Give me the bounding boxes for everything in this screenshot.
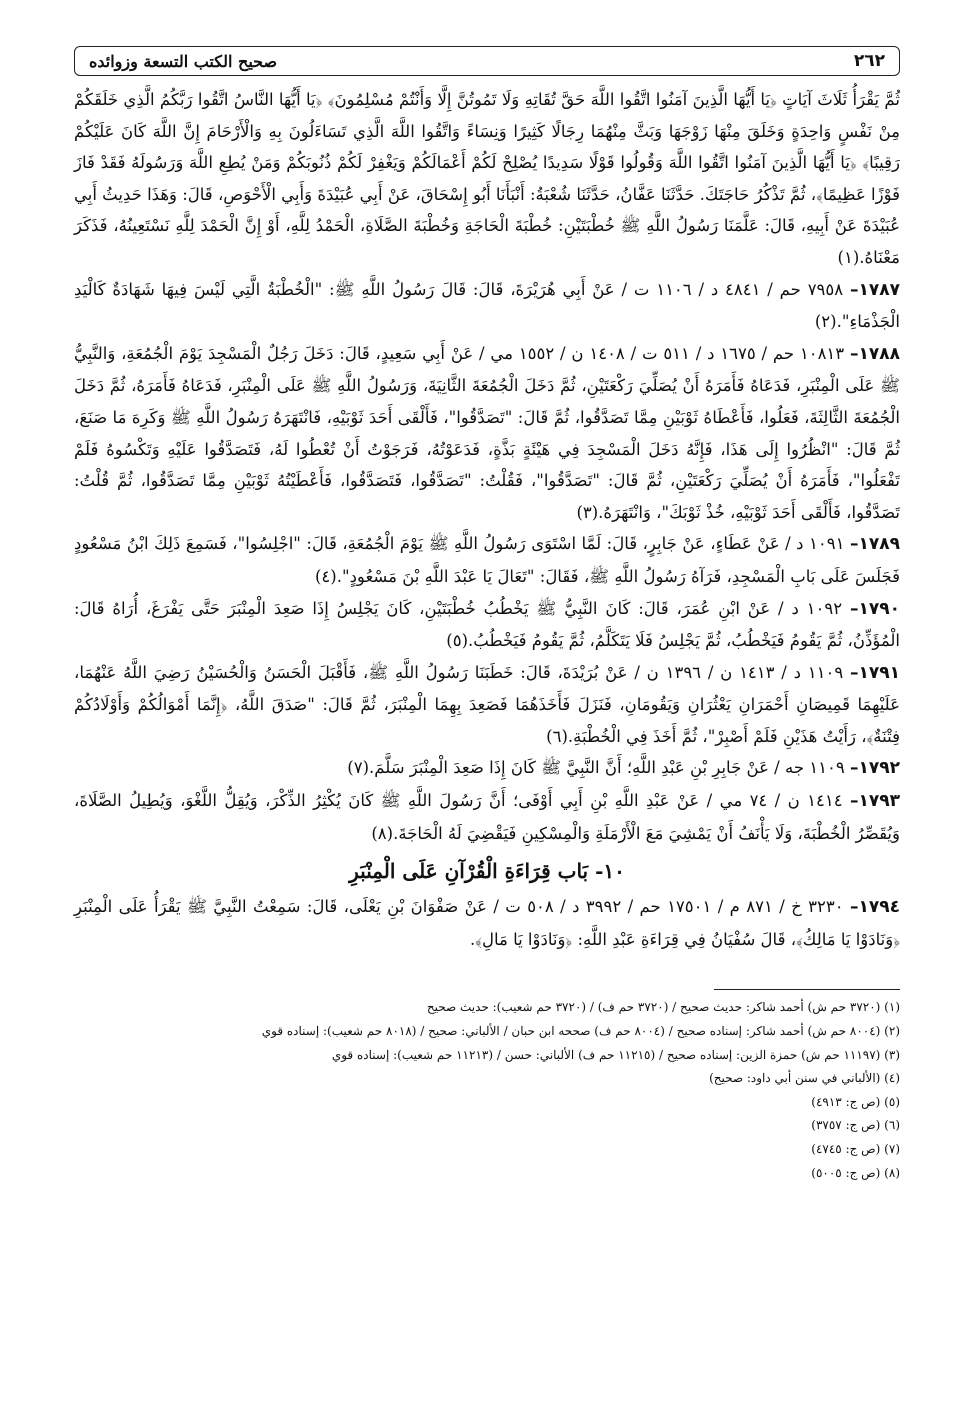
- hadith-number: ١٧٩٤–: [849, 897, 900, 918]
- footnote: (١) (٣٧٢٠ حم ش) أحمد شاكر: حديث صحيح / (٣٧٢٠ حم ف) / (٣٧٢٠ حم شعيب): حديث صحيح: [426, 1000, 900, 1015]
- hadith-1790: [74, 593, 900, 657]
- hadith-1789: [74, 528, 900, 592]
- hadith-1792: [74, 752, 900, 785]
- hadith-continuation: ثُمَّ يَقْرَأُ ثَلَاثَ آيَاتٍ ﴿يَا أَيُّهَا الَّذِينَ آمَنُوا اتَّقُوا اللَّهَ حَقَّ تُقَاتِهِ وَلَا تَمُوتُنَّ إِلَّا وَأَنْتُمْ مُسْلِمُونَ﴾ ﴿يَا أَيُّهَا النَّاسُ اتَّقُوا رَبَّكُمُ الَّذِي خَلَقَكُمْ مِنْ نَفْسٍ وَاحِدَةٍ وَخَلَقَ مِنْهَا زَوْجَهَا وَبَثَّ مِنْهُمَا رِجَالًا كَثِيرًا وَنِسَاءً وَاتَّقُوا اللَّهَ الَّذِي تَسَاءَلُونَ بِهِ وَالْأَرْحَامَ إِنَّ اللَّهَ كَانَ عَلَيْكُمْ رَقِيبًا﴾ ﴿يَا أَيُّهَا الَّذِينَ آمَنُوا اتَّقُوا اللَّهَ وَقُولُوا قَوْلًا سَدِيدًا يُصْلِحْ لَكُمْ أَعْمَالَكُمْ وَيَغْفِرْ لَكُمْ ذُنُوبَكُمْ وَمَنْ يُطِعِ اللَّهَ وَرَسُولَهُ فَقَدْ فَازَ فَوْزًا عَظِيمًا﴾، ثُمَّ تَذْكُرُ حَاجَتَكَ. حَدَّثَنَا عَفَّانُ، حَدَّثَنَا شُعْبَةُ: أَنْبَأَنَا أَبُو إِسْحَاقَ، عَنْ أَبِي عُبَيْدَةَ وَأَبِي الْأَحْوَصِ، قَالَ: وَهَذَا حَدِيثُ أَبِي عُبَيْدَةَ عَنْ أَبِيهِ، قَالَ: عَلَّمَنَا رَسُولُ اللَّهِ ﷺ خُطْبَتَيْنِ: خُطْبَةَ الْحَاجَةِ وَخُطْبَةَ الصَّلَاةِ، الْحَمْدُ لِلَّهِ، أَوْ إِنَّ الْحَمْدَ لِلَّهِ نَسْتَعِينُهُ، فَذَكَرَ مَعْنَاهُ.(١): [74, 90, 901, 267]
- footnote: (٤) (الألباني في سنن أبي داود: صحيح): [709, 1071, 900, 1086]
- hadith-text: ١١٠٩ جه / عَنْ جَابِرِ بْنِ عَبْدِ اللَّهِ؛ أَنَّ النَّبِيَّ ﷺ كَانَ إِذَا صَعِدَ الْمِنْبَرَ سَلَّمَ.(٧): [347, 758, 845, 778]
- hadith-1793: [74, 785, 900, 849]
- hadith-number: ١٧٩١–: [849, 662, 900, 683]
- footnote: (٧) (ص ج: ٤٧٤٥): [811, 1142, 900, 1156]
- hadith-text: ١٠٨١٣ حم / ١٦٧٥ د / ٥١١ ت / ١٤٠٨ ن / ١٥٥٢ مي / عَنْ أَبِي سَعِيدٍ، قَالَ: دَخَلَ رَجُلٌ الْمَسْجِدَ يَوْمَ الْجُمُعَةِ، وَالنَّبِيُّ ﷺ عَلَى الْمِنْبَرِ، فَدَعَاهُ فَأَمَرَهُ أَنْ يُصَلِّيَ رَكْعَتَيْنِ، ثُمَّ دَخَلَ الْجُمُعَةَ الثَّانِيَةَ، وَرَسُولُ اللَّهِ ﷺ عَلَى الْمِنْبَرِ، فَدَعَاهُ فَأَمَرَهُ، ثُمَّ دَخَلَ الْجُمُعَةَ الثَّالِثَةَ، فَعَلُوا، فَأَعْطَاهُ ثَوْبَيْنِ مِمَّا تَصَدَّقُوا، ثُمَّ قَالَ: "تَصَدَّقُوا"، فَأَلْقَى أَحَدَ ثَوْبَيْهِ، فَانْتَهَرَهُ رَسُولُ اللَّهِ ﷺ وَكَرِهَ مَا صَنَعَ، ثُمَّ قَالَ: "انْظُرُوا إِلَى هَذَا، فَإِنَّهُ دَخَلَ الْمَسْجِدَ فِي هَيْئَةٍ بَذَّةٍ، فَدَعَوْتُهُ، فَرَجَوْتُ أَنْ تُعْطُوا لَهُ، فَتَصَدَّقُوا عَلَيْهِ وَتَكْسُوهُ فَلَمْ تَفْعَلُوا"، فَأَمَرَهُ أَنْ يُصَلِّيَ رَكْعَتَيْنِ، ثُمَّ قَالَ: "تَصَدَّقُوا"، فَقُلْتُ: "تَصَدَّقُوا، فَتَصَدَّقُوا، فَأَعْطَيْتُهُ ثَوْبَيْنِ مِمَّا تَصَدَّقُوا، ثُمَّ قُلْتُ: تَصَدَّقُوا، فَأَلْقَى أَحَدَ ثَوْبَيْهِ، خُذْ ثَوْبَكَ"، وَانْتَهَرَهُ.(٣): [74, 343, 900, 522]
- page-number: ٢٦٢: [853, 51, 885, 71]
- main-text: [74, 84, 900, 955]
- hadith-1791: [74, 657, 900, 753]
- footnote-divider: [714, 989, 900, 990]
- footnote: (٢) (٨٠٠٤ حم ش) أحمد شاكر: إسناده صحيح / (٨٠٠٤ حم ف) صححه ابن حبان / الألباني: صحيح / (٨٠١٨ حم شعيب): إسناده قوي: [261, 1024, 900, 1039]
- footnote: (٣) (١١١٩٧ حم ش) حمزة الزين: إسناده صحيح / (١١٢١٥ حم ف) الألباني: حسن / (١١٢١٣ حم شعيب): إسناده قوي: [331, 1047, 900, 1062]
- hadith-text: ١٠٩١ د / عَنْ عَطَاءٍ، عَنْ جَابِرٍ، قَالَ: لَمَّا اسْتَوَى رَسُولُ اللَّهِ ﷺ يَوْمَ الْجُمُعَةِ، قَالَ: "اجْلِسُوا"، فَسَمِعَ ذَلِكَ ابْنُ مَسْعُودٍ فَجَلَسَ عَلَى بَابِ الْمَسْجِدِ، فَرَآهُ رَسُولُ اللَّهِ ﷺ، فَقَالَ: "تَعَالَ يَا عَبْدَ اللَّهِ بْنَ مَسْعُودٍ".(٤): [74, 534, 900, 586]
- footnote: (٥) (ص ج: ٤٩١٣): [811, 1094, 900, 1109]
- hadith-number: ١٧٨٧–: [849, 279, 900, 300]
- hadith-number: ١٧٨٨–: [849, 343, 900, 364]
- hadith-text: ٧٩٥٨ حم / ٤٨٤١ د / ١١٠٦ ت / عَنْ أَبِي هُرَيْرَةَ، قَالَ: قَالَ رَسُولُ اللَّهِ ﷺ: "الْخُطْبَةُ الَّتِي لَيْسَ فِيهَا شَهَادَةٌ كَالْيَدِ الْجَذْمَاءِ".(٢): [74, 279, 900, 332]
- footnote: (٦) (ص ج: ٣٧٥٧): [811, 1118, 900, 1133]
- hadith-number: ١٧٨٩–: [849, 534, 900, 555]
- hadith-text: ١٤١٤ ن / ٧٤ مي / عَنْ عَبْدِ اللَّهِ بْنِ أَبِي أَوْفَى؛ أَنَّ رَسُولَ اللَّهِ ﷺ كَانَ يُكْثِرُ الذِّكْرَ، وَيُقِلُّ اللَّغْوَ، وَيُطِيلُ الصَّلَاةَ، وَيُقَصِّرُ الْخُطْبَةَ، وَلَا يَأْنَفُ أَنْ يَمْشِيَ مَعَ الْأَرْمَلَةِ وَالْمِسْكِينِ فَيَقْضِيَ لَهُ الْحَاجَةَ.(٨): [74, 791, 900, 843]
- footnotes: [74, 996, 900, 1185]
- hadith-1794: [74, 891, 900, 955]
- chapter-heading: ١٠- بَاب قِرَاءَةِ الْقُرْآنِ عَلَى الْمِنْبَرِ: [349, 859, 625, 884]
- hadith-text: ٣٢٣٠ خ / ٨٧١ م / ١٧٥٠١ حم / ٣٩٩٢ د / ٥٠٨ ت / عَنْ صَفْوَانَ بْنِ يَعْلَى، قَالَ: سَمِعْتُ النَّبِيَّ ﷺ يَقْرَأُ عَلَى الْمِنْبَرِ ﴿وَنَادَوْا يَا مَالِكُ﴾، قَالَ سُفْيَانُ فِي قِرَاءَةِ عَبْدِ اللَّهِ: ﴿وَنَادَوْا يَا مَالِ﴾.: [74, 897, 900, 949]
- page: [74, 46, 900, 1185]
- hadith-number: ١٧٩٢–: [849, 758, 900, 779]
- hadith-text: ١١٠٩ د / ١٤١٣ ن / ١٣٩٦ ن / عَنْ بُرَيْدَةَ، قَالَ: خَطَبَنَا رَسُولُ اللَّهِ ﷺ، فَأَقْبَلَ الْحَسَنُ وَالْحُسَيْنُ رَضِيَ اللَّهُ عَنْهُمَا، عَلَيْهِمَا قَمِيصَانِ أَحْمَرَانِ يَعْثُرَانِ وَيَقُومَانِ، فَنَزَلَ فَأَخَذَهُمَا فَصَعِدَ بِهِمَا الْمِنْبَرَ، ثُمَّ قَالَ: "صَدَقَ اللَّهُ، ﴿إِنَّمَا أَمْوَالُكُمْ وَأَوْلَادُكُمْ فِتْنَةٌ﴾، رَأَيْتُ هَذَيْنِ فَلَمْ أَصْبِرْ"، ثُمَّ أَخَذَ فِي الْخُطْبَةِ.(٦): [74, 662, 900, 746]
- book-title: صحيح الكتب التسعة وزوائده: [89, 51, 278, 71]
- hadith-1787: [74, 274, 900, 338]
- hadith-1788: [74, 338, 900, 529]
- hadith-number: ١٧٩٣–: [849, 791, 900, 812]
- hadith-text: ١٠٩٢ د / عَنْ ابْنِ عُمَرَ، قَالَ: كَانَ النَّبِيُّ ﷺ يَخْطُبُ خُطْبَتَيْنِ، كَانَ يَجْلِسُ إِذَا صَعِدَ الْمِنْبَرَ حَتَّى يَفْرَغَ، أُرَاهُ قَالَ: الْمُؤَذِّنُ، ثُمَّ يَقُومُ فَيَخْطُبُ، ثُمَّ يَجْلِسُ فَلَا يَتَكَلَّمُ، ثُمَّ يَقُومُ فَيَخْطُبُ.(٥): [74, 598, 900, 651]
- footnote: (٨) (ص ج: ٥٠٠٥): [811, 1165, 900, 1180]
- hadith-number: ١٧٩٠–: [849, 598, 900, 619]
- running-header: [74, 46, 900, 76]
